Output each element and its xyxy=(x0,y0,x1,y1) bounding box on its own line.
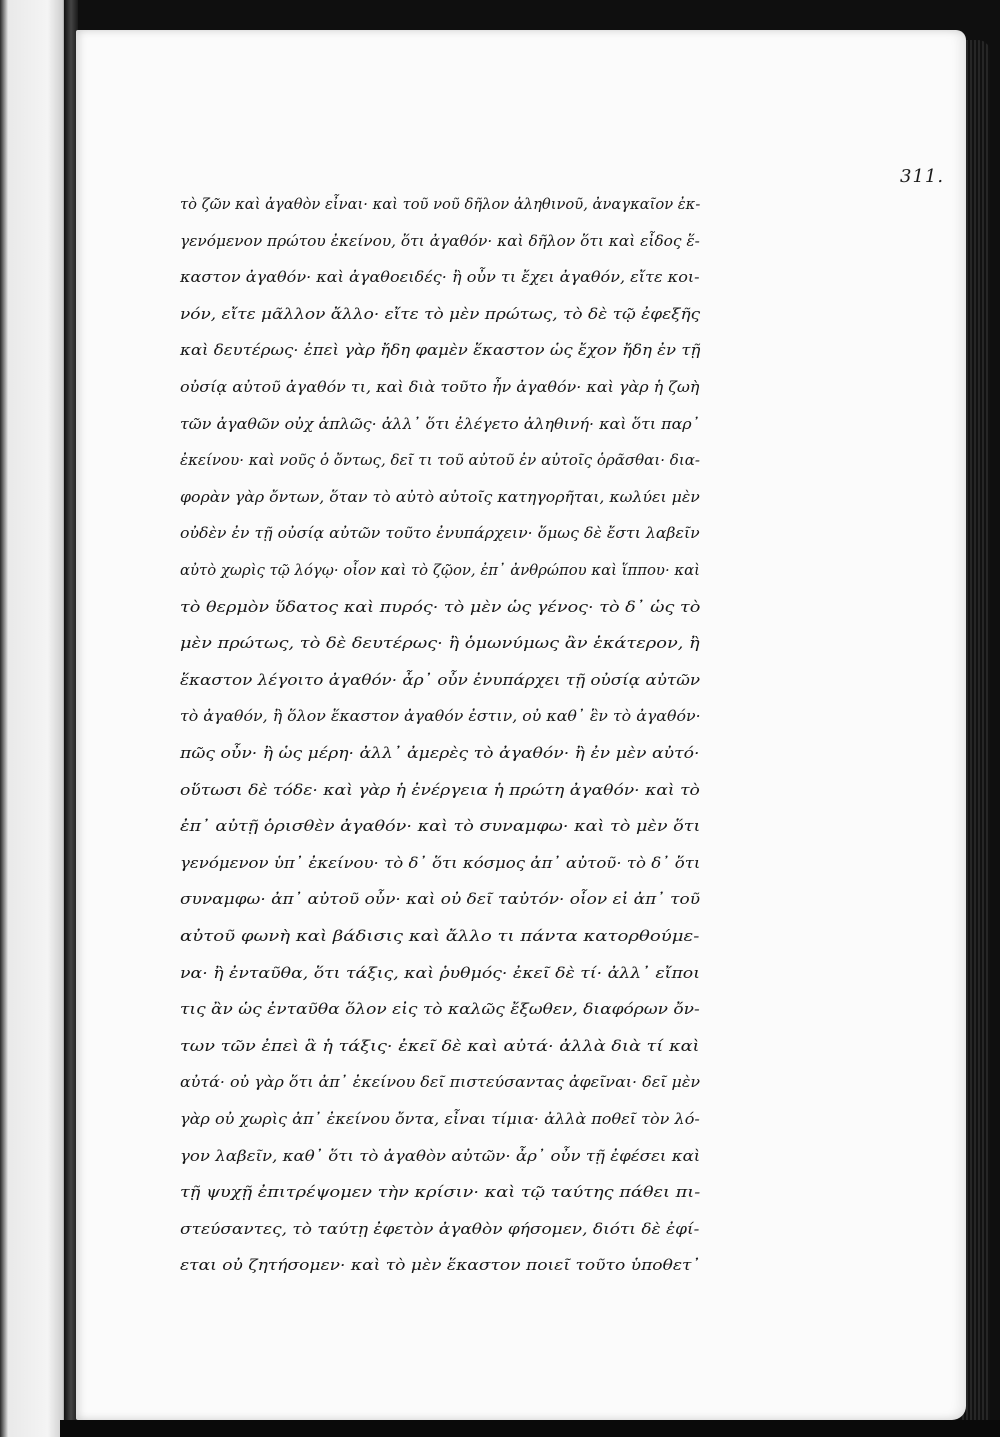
text-line: νόν, εἴτε μᾶλλον ἄλλο· εἴτε τὸ μὲν πρώτως, τὸ δὲ τῷ ἐφεξῆς xyxy=(180,304,701,323)
folio-number: 311. xyxy=(900,166,945,187)
text-line: τις ἂν ὡς ἐνταῦθα ὅλον εἰς τὸ καλῶς ἔξωθεν, διαφόρων ὄν- xyxy=(180,1000,700,1019)
text-line: φορὰν γὰρ ὄντων, ὅταν τὸ αὐτὸ αὐτοῖς κατηγορῆται, κωλύει μὲν xyxy=(180,487,700,506)
text-line: τὸ θερμὸν ὕδατος καὶ πυρός· τὸ μὲν ὡς γένος· τὸ δ᾽ ὡς τὸ xyxy=(180,597,701,616)
text-line: στεύσαντες, τὸ ταύτῃ ἐφετὸν ἀγαθὸν φήσομεν, διότι δὲ ἐφί- xyxy=(180,1219,700,1238)
text-line: οὕτωσι δὲ τόδε· καὶ γὰρ ἡ ἐνέργεια ἡ πρώτη ἀγαθόν· καὶ τὸ xyxy=(180,780,700,799)
text-line: αὐτοῦ φωνὴ καὶ βάδισις καὶ ἄλλο τι πάντα κατορθούμε- xyxy=(180,927,700,945)
text-line: τῇ ψυχῇ ἐπιτρέψομεν τὴν κρίσιν· καὶ τῷ ταύτης πάθει πι- xyxy=(180,1183,701,1202)
text-line: ἐπ᾽ αὐτῇ ὁρισθὲν ἀγαθόν· καὶ τὸ συναμφω· καὶ τὸ μὲν ὅτι xyxy=(180,817,701,836)
text-line: γον λαβεῖν, καθ᾽ ὅτι τὸ ἀγαθὸν αὐτῶν· ἆρ᾽ οὖν τῇ ἐφέσει καὶ xyxy=(180,1146,701,1165)
text-line: τὸ ζῶν καὶ ἀγαθὸν εἶναι· καὶ τοῦ νοῦ δῆλον ἀληθινοῦ, ἀναγκαῖον ἐκ- xyxy=(180,195,701,213)
text-line: των τῶν ἐπεὶ ἃ ἡ τάξις· ἐκεῖ δὲ καὶ αὐτά· ἀλλὰ διὰ τί καὶ xyxy=(180,1036,700,1055)
text-line: εται οὐ ζητήσομεν· καὶ τὸ μὲν ἕκαστον ποιεῖ τοῦτο ὑποθετ᾽ xyxy=(180,1256,700,1275)
text-line: μὲν πρώτως, τὸ δὲ δευτέρως· ἢ ὁμωνύμως ἂν ἑκάτερον, ἢ xyxy=(180,634,700,653)
text-line: να· ἢ ἐνταῦθα, ὅτι τάξις, καὶ ῥυθμός· ἐκεῖ δὲ τί· ἀλλ᾽ εἴποι xyxy=(180,963,701,982)
text-line: καστον ἀγαθόν· καὶ ἀγαθοειδές· ἢ οὖν τι ἔχει ἀγαθόν, εἴτε κοι- xyxy=(180,268,700,287)
text-line: αὐτά· οὐ γὰρ ὅτι ἀπ᾽ ἐκείνου δεῖ πιστεύσαντας ἀφεῖναι· δεῖ μὲν xyxy=(180,1073,701,1092)
text-line: καὶ δευτέρως· ἐπεὶ γὰρ ἤδη φαμὲν ἕκαστον ὡς ἔχον ἤδη ἐν τῇ xyxy=(180,341,701,360)
text-line: πῶς οὖν· ἢ ὡς μέρη· ἀλλ᾽ ἀμερὲς τὸ ἀγαθόν· ἢ ἐν μὲν αὐτό· xyxy=(180,744,700,762)
text-line: γενόμενον ὑπ᾽ ἐκείνου· τὸ δ᾽ ὅτι κόσμος ἀπ᾽ αὐτοῦ· τὸ δ᾽ ὅτι xyxy=(180,853,701,872)
text-line: αὐτὸ χωρὶς τῷ λόγῳ· οἷον καὶ τὸ ζῷον, ἐπ᾽ ἀνθρώπου καὶ ἵππου· καὶ xyxy=(180,561,700,579)
text-line: τὸ ἀγαθόν, ἢ ὅλον ἕκαστον ἀγαθόν ἐστιν, οὐ καθ᾽ ἓν τὸ ἀγαθόν· xyxy=(180,707,701,726)
text-line: οὐδὲν ἐν τῇ οὐσίᾳ αὐτῶν τοῦτο ἐνυπάρχειν· ὅμως δὲ ἔστι λαβεῖν xyxy=(180,524,700,543)
text-line: ἐκείνου· καὶ νοῦς ὁ ὄντως, δεῖ τι τοῦ αὐτοῦ ἐν αὐτοῖς ὁρᾶσθαι· δια- xyxy=(180,451,700,470)
verso-page-edge xyxy=(0,0,68,1437)
text-line: οὐσίᾳ αὐτοῦ ἀγαθόν τι, καὶ διὰ τοῦτο ἦν ἀγαθόν· καὶ γὰρ ἡ ζωὴ xyxy=(180,378,700,396)
text-line: ἕκαστον λέγοιτο ἀγαθόν· ἆρ᾽ οὖν ἐνυπάρχει τῇ οὐσίᾳ αὐτῶν xyxy=(180,670,701,689)
text-line: συναμφω· ἀπ᾽ αὐτοῦ οὖν· καὶ οὐ δεῖ ταὐτόν· οἷον εἰ ἀπ᾽ τοῦ xyxy=(180,890,701,909)
text-line: γὰρ οὐ χωρὶς ἀπ᾽ ἐκείνου ὄντα, εἶναι τίμια· ἀλλὰ ποθεῖ τὸν λό- xyxy=(180,1110,700,1128)
text-line: τῶν ἀγαθῶν οὐχ ἁπλῶς· ἀλλ᾽ ὅτι ἐλέγετο ἀληθινή· καὶ ὅτι παρ᾽ xyxy=(180,414,700,433)
text-line: γενόμενον πρώτου ἐκείνου, ὅτι ἀγαθόν· καὶ δῆλον ὅτι καὶ εἶδος ἕ- xyxy=(180,231,700,250)
bottom-shadow xyxy=(60,1420,1000,1437)
